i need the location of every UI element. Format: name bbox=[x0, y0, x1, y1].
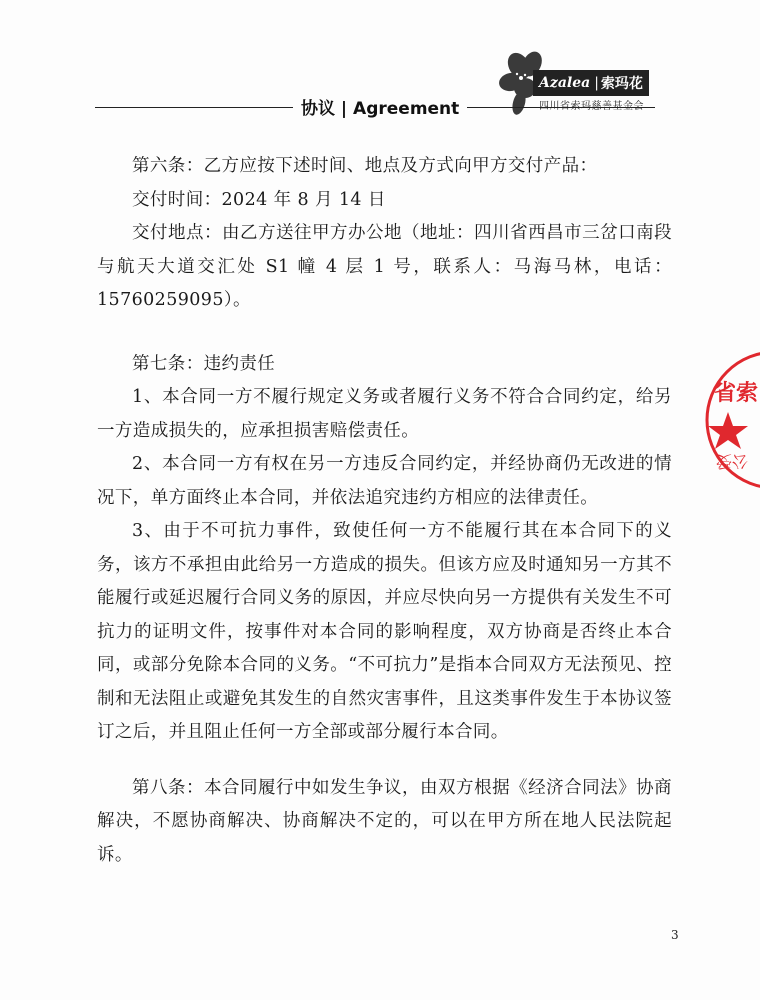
spacer bbox=[97, 318, 672, 348]
page-number: 3 bbox=[671, 928, 679, 942]
logo-latin: Azalea bbox=[539, 75, 591, 91]
delivery-place: 交付地点：由乙方送往甲方办公地（地址：四川省西昌市三岔口南段与航天大道交汇处 S1 幢 4 层 1 号，联系人：马海马林，电话：15760259095）。 bbox=[97, 223, 672, 310]
document-body bbox=[97, 150, 672, 872]
logo-wordmark bbox=[533, 70, 649, 96]
article-6-heading: 第六条：乙方应按下述时间、地点及方式向甲方交付产品： bbox=[132, 156, 598, 176]
svg-text:公受: 公受 bbox=[715, 452, 748, 471]
article-7-heading: 第七条：违约责任 bbox=[132, 353, 276, 374]
clause-7-3: 3、由于不可抗力事件，致使任何一方不能履行其在本合同下的义务，该方不承担由此给另一方造成的损失。但该方应及时通知另一方其不能履行或延迟履行合同义务的原因，并应尽快向另一方提供有关发生不可抗力的证明文件，按事件对本合同的影响程度，双方协商是否终止本合同，或部分免除本合同的义务。“不可抗力”是指本合同双方无法预见、控制和无法阻止或避免其发生的自然灾害事件，且这类事件发生于本协议签订之后，并且阻止任何一方全部或部分履行本合同。 bbox=[97, 521, 672, 742]
delivery-time: 交付时间：2024 年 8 月 14 日 bbox=[132, 189, 386, 210]
svg-text:省索: 省索 bbox=[714, 380, 759, 406]
logo-chinese: 索玛花 bbox=[600, 76, 643, 92]
clause-7-1: 1、本合同一方不履行规定义务或者履行义务不符合合同约定，给另一方造成损失的，应承担损害赔偿责任。 bbox=[97, 387, 672, 441]
article-8: 第八条：本合同履行中如发生争议，由双方根据《经济合同法》协商解决，不愿协商解决、协商解决不定的，可以在甲方所在地人民法院起诉。 bbox=[97, 777, 672, 865]
red-seal-star-icon bbox=[700, 350, 760, 490]
logo-subtitle: 四川省索玛慈善基金会 bbox=[539, 101, 644, 112]
logo-separator: | bbox=[594, 75, 599, 91]
clause-7-2: 2、本合同一方有权在另一方违反合同约定，并经协商仍无改进的情况下，单方面终止本合同，并依法追究违约方相应的法律责任。 bbox=[97, 454, 672, 508]
page-title: 协议 | Agreement bbox=[293, 94, 467, 119]
spacer bbox=[97, 750, 672, 772]
